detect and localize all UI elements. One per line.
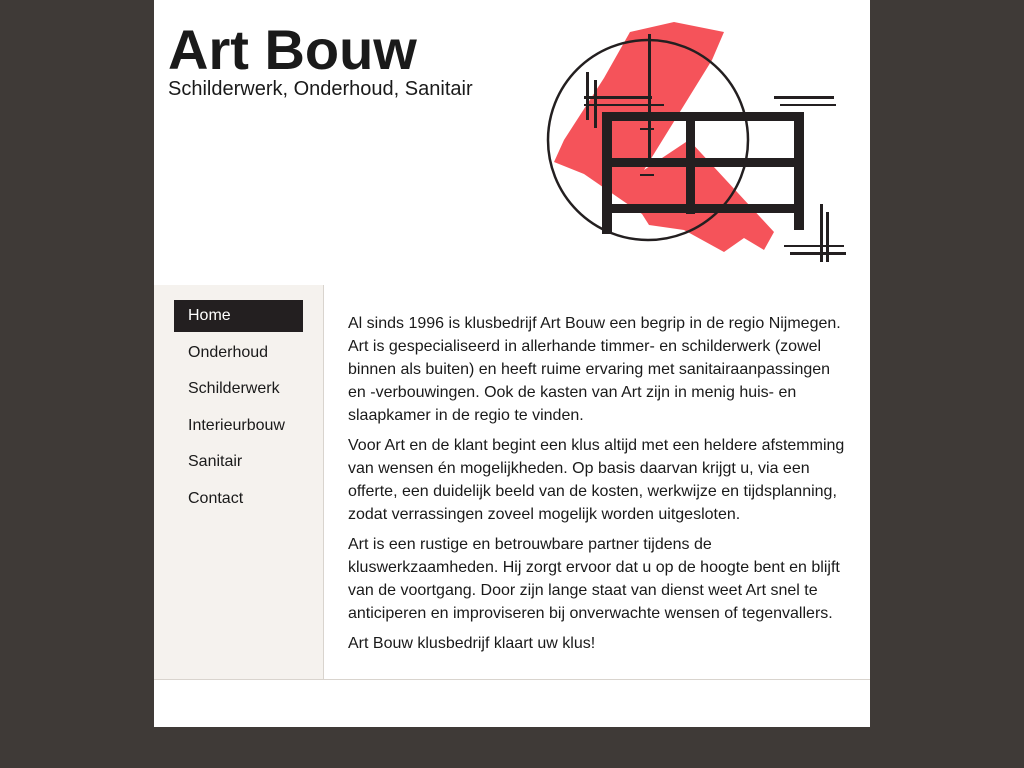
site-header: [154, 0, 870, 285]
site-subtitle: Schilderwerk, Onderhoud, Sanitair: [168, 78, 473, 100]
main-content: [348, 312, 850, 662]
nav-item-onderhoud[interactable]: Onderhoud: [188, 344, 269, 361]
slogan-paragraph: Art Bouw klusbedrijf klaart uw klus!: [348, 635, 596, 652]
frame-inner-post: [686, 114, 695, 214]
frame-left-post: [602, 112, 612, 234]
frame-bottom-bar: [604, 204, 800, 213]
logo-graphic-icon: [544, 20, 854, 270]
nav-item-sanitair[interactable]: Sanitair: [188, 453, 243, 470]
frame-right-post: [794, 112, 804, 230]
nav-item-contact[interactable]: Contact: [188, 490, 244, 507]
red-brush-shape: [554, 22, 774, 252]
frame-middle-bar: [604, 158, 800, 167]
nav-item-home[interactable]: Home: [174, 300, 303, 332]
site-title[interactable]: Art Bouw: [168, 18, 417, 81]
frame-top-bar: [604, 112, 800, 121]
nav-item-schilderwerk[interactable]: Schilderwerk: [188, 380, 280, 397]
nav-item-interieurbouw[interactable]: Interieurbouw: [188, 417, 285, 434]
partner-paragraph: Art is een rustige en betrouwbare partner tijdens de kluswerkzaamheden. Hij zorgt ervoor dat u op de hoogte bent en blijft van de voortgang. Door zijn lange staat van dienst weet Art snel te anticiperen en improviseren bij onverwachte wensen of tegenvallers.: [348, 536, 840, 622]
sidebar-nav: [154, 285, 324, 679]
approach-paragraph: Voor Art en de klant begint een klus altijd met een heldere afstemming van wensen én mogelijkheden. Op basis daarvan krijgt u, via een offerte, een duidelijk beeld van de kosten, werkwijze en tijdsplanning, zodat verrassingen zoveel mogelijk worden uitgesloten.: [348, 437, 845, 523]
footer-divider: [154, 679, 870, 680]
intro-paragraph: Al sinds 1996 is klusbedrijf Art Bouw een begrip in de regio Nijmegen. Art is gespecialiseerd in allerhande timmer- en schilderwerk (zowel binnen als buiten) en heeft ruime ervaring met sanitairaanpassingen en -verbouwingen. Ook de kasten van Art zijn in menig huis- en slaapkamer in de regio te vinden.: [348, 315, 841, 424]
page-container: [154, 0, 870, 727]
